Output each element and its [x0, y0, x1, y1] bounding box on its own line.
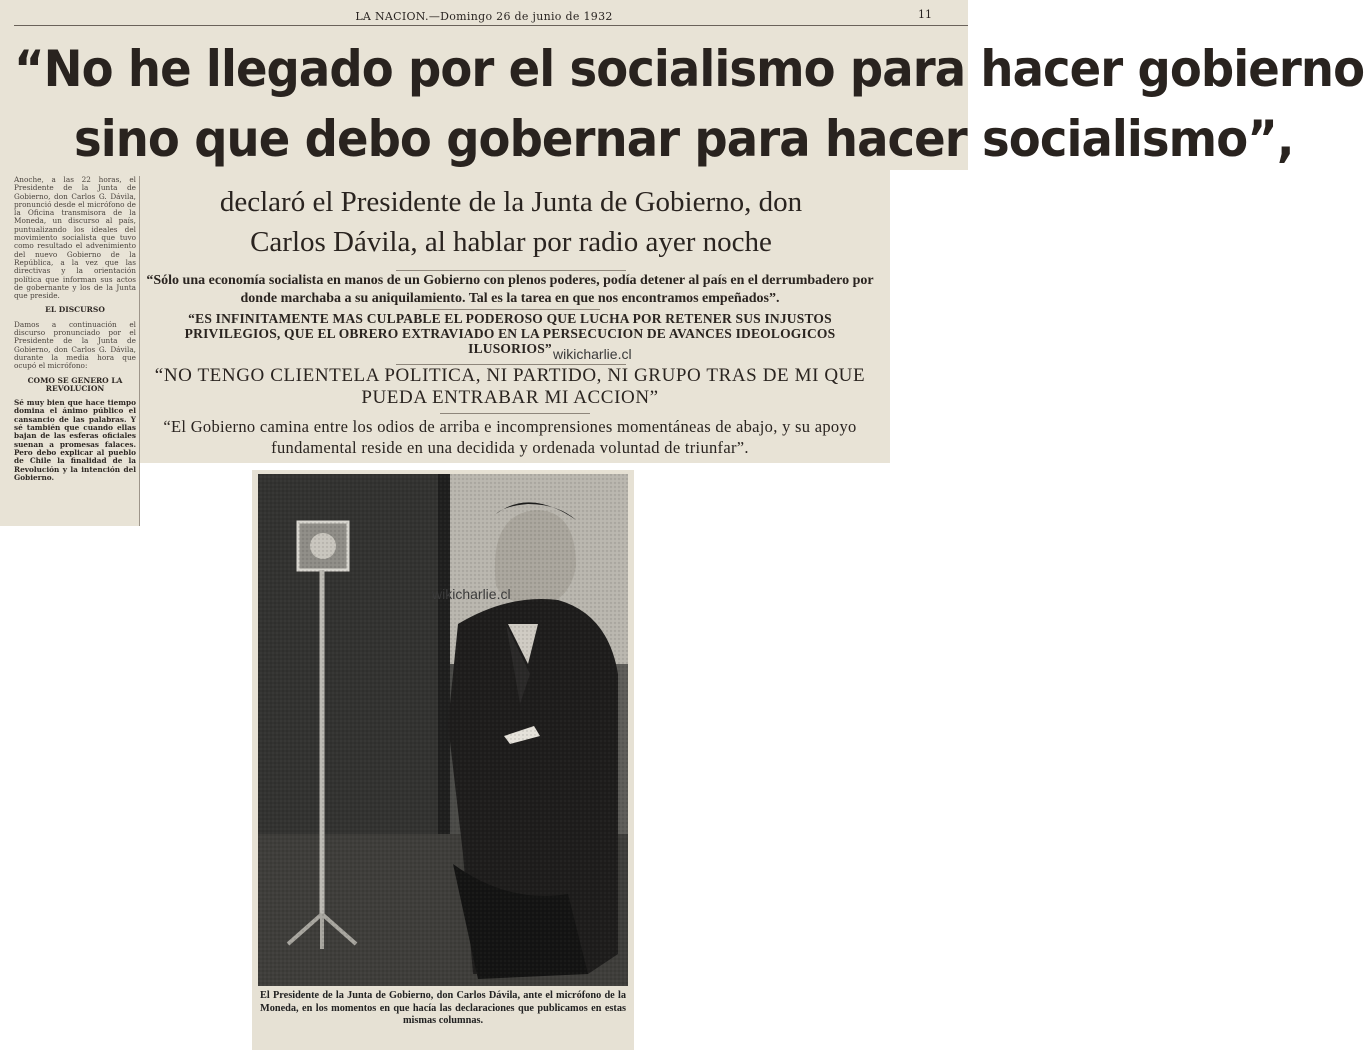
- watermark-text: wikicharlie.cl: [432, 586, 511, 602]
- watermark-text: wikicharlie.cl: [553, 346, 632, 362]
- left-column-article: [14, 176, 136, 488]
- photo-carlos-davila: [258, 474, 628, 986]
- left-paragraph-3a: Sé muy bien que hace tiempo domina el ánimo público el cansancio de las palabras. Y sé también que cuando ellas bajan de las esferas oficiales suenan a promesas falaces.: [14, 398, 136, 449]
- headline-line-1: “No he llegado por el socialismo para hacer gobierno: [14, 40, 1364, 98]
- deck-line-2: Carlos Dávila, al hablar por radio ayer noche: [250, 226, 772, 258]
- left-paragraph-3: [14, 399, 136, 482]
- quote-clientela-politica: “NO TENGO CLIENTELA POLITICA, NI PARTIDO, NI GRUPO TRAS DE MI QUE PUEDA ENTRABAR MI ACCION”: [154, 365, 866, 408]
- divider-rule: [440, 413, 590, 414]
- column-rule: [139, 176, 140, 526]
- page-number: 11: [918, 8, 932, 21]
- halftone-photo: [258, 474, 628, 986]
- divider-rule: [396, 270, 626, 271]
- left-paragraph-2: Damos a continuación el discurso pronunciado por el Presidente de la Junta de Gobierno, don Carlos G. Dávila, durante la media hora que ocupó el micrófono:: [14, 319, 136, 371]
- masthead-rule: [14, 25, 968, 26]
- subhead-el-discurso: EL DISCURSO: [45, 305, 105, 315]
- caption-text: El Presidente de la Junta de Gobierno, don Carlos Dávila, ante el micrófono de la Moneda, en los momentos en que hacía las declaraciones que publicamos en estas mismas columnas.: [260, 990, 626, 1026]
- photo-caption: [260, 990, 626, 1028]
- masthead: [0, 8, 968, 26]
- quote-poderoso: “ES INFINITAMENTE MAS CULPABLE EL PODEROSO QUE LUCHA POR RETENER SUS INJUSTOS PRIVILEGIOS, QUE EL OBRERO EXTRAVIADO EN LA PERSECUCION DE AVANCES IDEOLOGICOS ILUSORIOS”: [184, 311, 836, 356]
- left-paragraph-3b: Pero debo explicar al pueblo de Chile la finalidad de la Revolución y la intención del Gobierno.: [14, 447, 136, 482]
- divider-rule: [420, 309, 600, 310]
- quote-gobierno-camina: “El Gobierno camina entre los odios de arriba e incomprensiones momentáneas de abajo, y su apoyo fundamental reside en una decidida y ordenada voluntad de triunfar”.: [163, 417, 857, 457]
- deck-heading: [146, 182, 876, 262]
- deck-line-1: declaró el Presidente de la Junta de Gobierno, don: [219, 186, 803, 218]
- headline-line-2: sino que debo gobernar para hacer socialismo”,: [74, 110, 1294, 168]
- masthead-title: LA NACION.—Domingo 26 de junio de 1932: [355, 10, 613, 23]
- subhead-revolucion: COMO SE GENERO LA REVOLUCION: [27, 375, 123, 393]
- left-paragraph-1: Anoche, a las 22 horas, el Presidente de la Junta de Gobierno, don Carlos G. Dávila, pronunció desde el micrófono de la Oficina transmisora de la Moneda, un discurso al país, puntualizando los ideales del movimiento socialista que tuvo como resultado el advenimiento del nuevo Gobierno de la República, a la vez que las directivas y la orientación política que informan sus actos de gobernante y los de la Junta que preside.: [14, 175, 136, 301]
- quote-economia-socialista: “Sólo una economía socialista en manos de un Gobierno con plenos poderes, podía detener al país en el derrumbadero por donde marchaba a su aniquilamiento. Tal es la tarea en que nos encontramos empeñados”.: [146, 273, 874, 306]
